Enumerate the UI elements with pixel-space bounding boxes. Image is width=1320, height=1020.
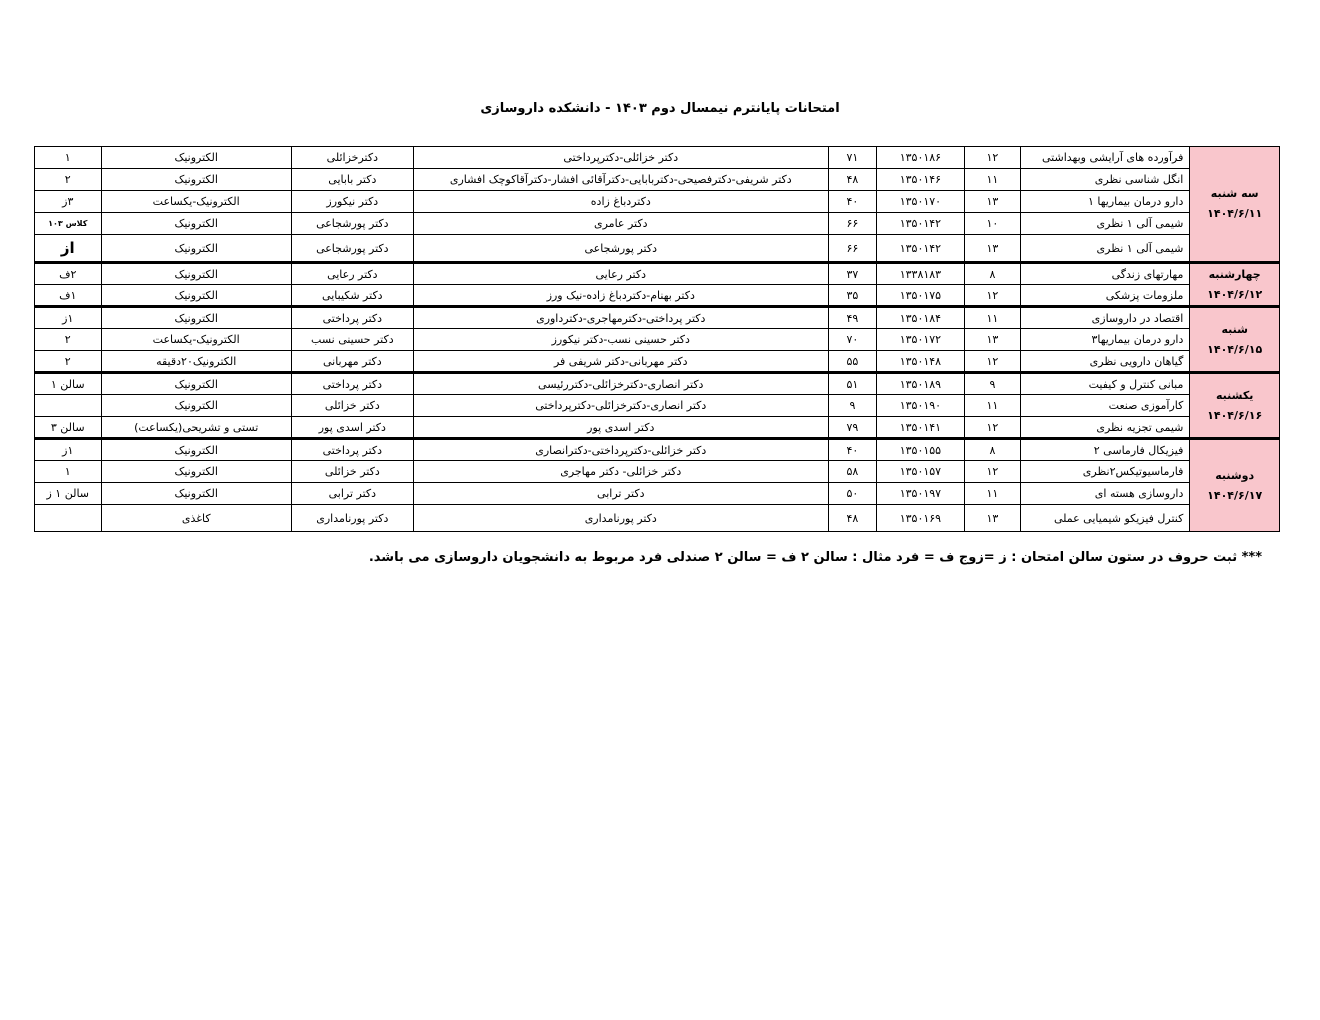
exam-type-cell: الکترونیک-یکساعت: [101, 191, 291, 213]
semester-cell: ۱۲: [964, 147, 1020, 169]
exam-hall-cell: از: [35, 235, 102, 263]
student-count-cell: ۴۰: [828, 439, 876, 461]
teachers-cell: دکتر خزائلی-دکترپرداختی-دکترانصاری: [413, 439, 828, 461]
page-title: امتحانات پایانترم نیمسال دوم ۱۴۰۳ - دانشکده داروسازی: [480, 101, 840, 116]
teachers-cell: دکتر پرداختی-دکترمهاجری-دکترداوری: [413, 307, 828, 329]
day-name: چهارشنبه: [1208, 267, 1261, 281]
exam-hall-cell: ۱ف: [35, 285, 102, 307]
exam-type-cell: الکترونیک: [101, 235, 291, 263]
table-row: [35, 395, 1280, 417]
supervisor-cell: دکتر پرداختی: [291, 373, 413, 395]
exam-schedule-table: [34, 146, 1280, 532]
exam-hall-cell: ۳ز: [35, 191, 102, 213]
exam-hall-cell: ۲ف: [35, 263, 102, 285]
exam-type-cell: الکترونیک: [101, 213, 291, 235]
exam-day-cell: [1190, 439, 1280, 532]
exam-hall-cell: ۲: [35, 351, 102, 373]
course-cell: اقتصاد در داروسازی: [1021, 307, 1190, 329]
semester-cell: ۱۱: [964, 395, 1020, 417]
exam-hall-cell: [35, 395, 102, 417]
course-code-cell: ۱۳۵۰۱۷۲: [877, 329, 965, 351]
supervisor-cell: دکتر رعایی: [291, 263, 413, 285]
teachers-cell: دکتر انصاری-دکترخزائلی-دکترپرداختی: [413, 395, 828, 417]
exam-hall-cell: سالن ۱: [35, 373, 102, 395]
exam-day-cell: [1190, 263, 1280, 307]
table-row: [35, 147, 1280, 169]
semester-cell: ۱۳: [964, 505, 1020, 532]
course-code-cell: ۱۳۵۰۱۷۰: [877, 191, 965, 213]
course-cell: شیمی تجزیه نظری: [1021, 417, 1190, 439]
supervisor-cell: دکتر پرداختی: [291, 307, 413, 329]
student-count-cell: ۳۵: [828, 285, 876, 307]
course-cell: کنترل فیزیکو شیمیایی عملی: [1021, 505, 1190, 532]
exam-day-cell: [1190, 307, 1280, 373]
table-row: [35, 329, 1280, 351]
exam-type-cell: الکترونیک: [101, 373, 291, 395]
course-code-cell: ۱۳۵۰۱۹۰: [877, 395, 965, 417]
day-name: یکشنبه: [1215, 388, 1254, 402]
teachers-cell: دکتر رعایی: [413, 263, 828, 285]
exam-hall-cell: ۲: [35, 169, 102, 191]
semester-cell: ۹: [964, 373, 1020, 395]
exam-hall-cell: سالن ۱ ز: [35, 483, 102, 505]
course-code-cell: ۱۳۵۰۱۴۶: [877, 169, 965, 191]
course-cell: کارآموزی صنعت: [1021, 395, 1190, 417]
semester-cell: ۱۳: [964, 329, 1020, 351]
student-count-cell: ۴۹: [828, 307, 876, 329]
supervisor-cell: دکتر حسینی نسب: [291, 329, 413, 351]
student-count-cell: ۷۹: [828, 417, 876, 439]
semester-cell: ۱۰: [964, 213, 1020, 235]
exam-hall-cell: [35, 505, 102, 532]
table-row: [35, 505, 1280, 532]
teachers-cell: دکتر شریفی-دکترفصیحی-دکتربابایی-دکترآقائی افشار-دکترآقاکوچک افشاری: [413, 169, 828, 191]
course-code-cell: ۱۳۵۰۱۴۸: [877, 351, 965, 373]
exam-type-cell: الکترونیک: [101, 307, 291, 329]
supervisor-cell: دکتر پرداختی: [291, 439, 413, 461]
course-code-cell: ۱۳۵۰۱۶۹: [877, 505, 965, 532]
supervisor-cell: دکتر پورشجاعی: [291, 213, 413, 235]
supervisor-cell: دکتر ترابی: [291, 483, 413, 505]
student-count-cell: ۴۸: [828, 169, 876, 191]
exam-hall-cell: ۱: [35, 147, 102, 169]
teachers-cell: دکتردباغ زاده: [413, 191, 828, 213]
exam-type-cell: الکترونیک: [101, 461, 291, 483]
supervisor-cell: دکتر نیکورز: [291, 191, 413, 213]
exam-day-cell: [1190, 373, 1280, 439]
student-count-cell: ۷۱: [828, 147, 876, 169]
course-cell: داروسازی هسته ای: [1021, 483, 1190, 505]
teachers-cell: دکتر حسینی نسب-دکتر نیکورز: [413, 329, 828, 351]
course-cell: مبانی کنترل و کیفیت: [1021, 373, 1190, 395]
course-code-cell: ۱۳۵۰۱۸۶: [877, 147, 965, 169]
supervisor-cell: دکتر خزائلی: [291, 395, 413, 417]
supervisor-cell: دکترخزائلی: [291, 147, 413, 169]
course-code-cell: ۱۳۳۸۱۸۳: [877, 263, 965, 285]
course-code-cell: ۱۳۵۰۱۴۱: [877, 417, 965, 439]
table-row: [35, 483, 1280, 505]
exam-date: ۱۴۰۴/۶/۱۵: [1207, 342, 1263, 356]
table-row: [35, 307, 1280, 329]
student-count-cell: ۵۵: [828, 351, 876, 373]
exam-date: ۱۴۰۴/۶/۱۶: [1207, 408, 1263, 422]
exam-type-cell: الکترونیک۲۰دقیقه: [101, 351, 291, 373]
supervisor-cell: دکتر اسدی پور: [291, 417, 413, 439]
supervisor-cell: دکتر مهربانی: [291, 351, 413, 373]
course-code-cell: ۱۳۵۰۱۹۷: [877, 483, 965, 505]
course-code-cell: ۱۳۵۰۱۵۷: [877, 461, 965, 483]
semester-cell: ۸: [964, 263, 1020, 285]
exam-type-cell: الکترونیک-یکساعت: [101, 329, 291, 351]
exam-type-cell: الکترونیک: [101, 263, 291, 285]
student-count-cell: ۶۶: [828, 213, 876, 235]
table-row: [35, 169, 1280, 191]
teachers-cell: دکتر ترابی: [413, 483, 828, 505]
exam-hall-cell: سالن ۳: [35, 417, 102, 439]
exam-day-cell: [1190, 147, 1280, 263]
course-code-cell: ۱۳۵۰۱۷۵: [877, 285, 965, 307]
exam-type-cell: الکترونیک: [101, 147, 291, 169]
course-cell: دارو درمان بیماریها۳: [1021, 329, 1190, 351]
day-name: سه شنبه: [1210, 187, 1259, 200]
course-code-cell: ۱۳۵۰۱۸۴: [877, 307, 965, 329]
student-count-cell: ۷۰: [828, 329, 876, 351]
teachers-cell: دکتر عامری: [413, 213, 828, 235]
teachers-cell: دکتر خزائلی-دکترپرداختی: [413, 147, 828, 169]
exam-type-cell: الکترونیک: [101, 439, 291, 461]
table-row: [35, 213, 1280, 235]
student-count-cell: ۶۶: [828, 235, 876, 263]
table-row: [35, 351, 1280, 373]
exam-type-cell: الکترونیک: [101, 169, 291, 191]
semester-cell: ۱۳: [964, 191, 1020, 213]
student-count-cell: ۵۰: [828, 483, 876, 505]
exam-date: ۱۴۰۴/۶/۱۷: [1207, 488, 1263, 502]
supervisor-cell: دکتر بابایی: [291, 169, 413, 191]
course-cell: دارو درمان بیماریها ۱: [1021, 191, 1190, 213]
semester-cell: ۱۲: [964, 351, 1020, 373]
course-cell: مهارتهای زندگی: [1021, 263, 1190, 285]
student-count-cell: ۴۰: [828, 191, 876, 213]
exam-hall-cell: ۱ز: [35, 307, 102, 329]
student-count-cell: ۵۱: [828, 373, 876, 395]
teachers-cell: دکتر اسدی پور: [413, 417, 828, 439]
course-cell: فیزیکال فارماسی ۲: [1021, 439, 1190, 461]
course-code-cell: ۱۳۵۰۱۴۲: [877, 235, 965, 263]
semester-cell: ۸: [964, 439, 1020, 461]
course-cell: فارماسیوتیکس۲نظری: [1021, 461, 1190, 483]
semester-cell: ۱۲: [964, 461, 1020, 483]
exam-type-cell: الکترونیک: [101, 285, 291, 307]
semester-cell: ۱۱: [964, 169, 1020, 191]
exam-hall-cell: ۱ز: [35, 439, 102, 461]
course-cell: انگل شناسی نظری: [1021, 169, 1190, 191]
supervisor-cell: دکتر پورنامداری: [291, 505, 413, 532]
exam-type-cell: تستی و تشریحی(یکساعت): [101, 417, 291, 439]
table-row: [35, 263, 1280, 285]
hall-legend-note: *** ثبت حروف در ستون سالن امتحان : ز =زوج ف = فرد مثال : سالن ۲ ف = سالن ۲ صندلی فرد مربوط به دانشجویان داروسازی می باشد.: [368, 550, 1262, 565]
supervisor-cell: دکتر شکیبایی: [291, 285, 413, 307]
student-count-cell: ۳۷: [828, 263, 876, 285]
exam-hall-cell: ۲: [35, 329, 102, 351]
exam-type-cell: الکترونیک: [101, 395, 291, 417]
exam-type-cell: الکترونیک: [101, 483, 291, 505]
exam-hall-cell: ۱: [35, 461, 102, 483]
day-name: شنبه: [1221, 322, 1248, 336]
semester-cell: ۱۱: [964, 307, 1020, 329]
teachers-cell: دکتر پورنامداری: [413, 505, 828, 532]
table-row: [35, 285, 1280, 307]
table-row: [35, 439, 1280, 461]
supervisor-cell: دکتر پورشجاعی: [291, 235, 413, 263]
table-row: [35, 373, 1280, 395]
exam-date: ۱۴۰۴/۶/۱۱: [1207, 207, 1263, 220]
course-cell: فرآورده های آرایشی وبهداشتی: [1021, 147, 1190, 169]
teachers-cell: دکتر مهربانی-دکتر شریفی فر: [413, 351, 828, 373]
semester-cell: ۱۲: [964, 417, 1020, 439]
exam-hall-cell: کلاس ۱۰۳: [35, 213, 102, 235]
course-cell: شیمی آلی ۱ نظری: [1021, 235, 1190, 263]
course-code-cell: ۱۳۵۰۱۸۹: [877, 373, 965, 395]
teachers-cell: دکتر بهنام-دکتردباغ زاده-نیک ورز: [413, 285, 828, 307]
course-cell: شیمی آلی ۱ نظری: [1021, 213, 1190, 235]
teachers-cell: دکتر خزائلی- دکتر مهاجری: [413, 461, 828, 483]
student-count-cell: ۴۸: [828, 505, 876, 532]
table-row: [35, 191, 1280, 213]
teachers-cell: دکتر پورشجاعی: [413, 235, 828, 263]
course-code-cell: ۱۳۵۰۱۵۵: [877, 439, 965, 461]
course-cell: گیاهان دارویی نظری: [1021, 351, 1190, 373]
table-row: [35, 417, 1280, 439]
day-name: دوشنبه: [1215, 468, 1255, 482]
semester-cell: ۱۱: [964, 483, 1020, 505]
table-row: [35, 235, 1280, 263]
semester-cell: ۱۳: [964, 235, 1020, 263]
course-code-cell: ۱۳۵۰۱۴۲: [877, 213, 965, 235]
supervisor-cell: دکتر خزائلی: [291, 461, 413, 483]
student-count-cell: ۹: [828, 395, 876, 417]
exam-type-cell: کاغذی: [101, 505, 291, 532]
table-row: [35, 461, 1280, 483]
exam-schedule-body: [35, 147, 1280, 532]
exam-date: ۱۴۰۴/۶/۱۲: [1207, 287, 1263, 301]
student-count-cell: ۵۸: [828, 461, 876, 483]
semester-cell: ۱۲: [964, 285, 1020, 307]
course-cell: ملزومات پزشکی: [1021, 285, 1190, 307]
teachers-cell: دکتر انصاری-دکترخزائلی-دکتررئیسی: [413, 373, 828, 395]
